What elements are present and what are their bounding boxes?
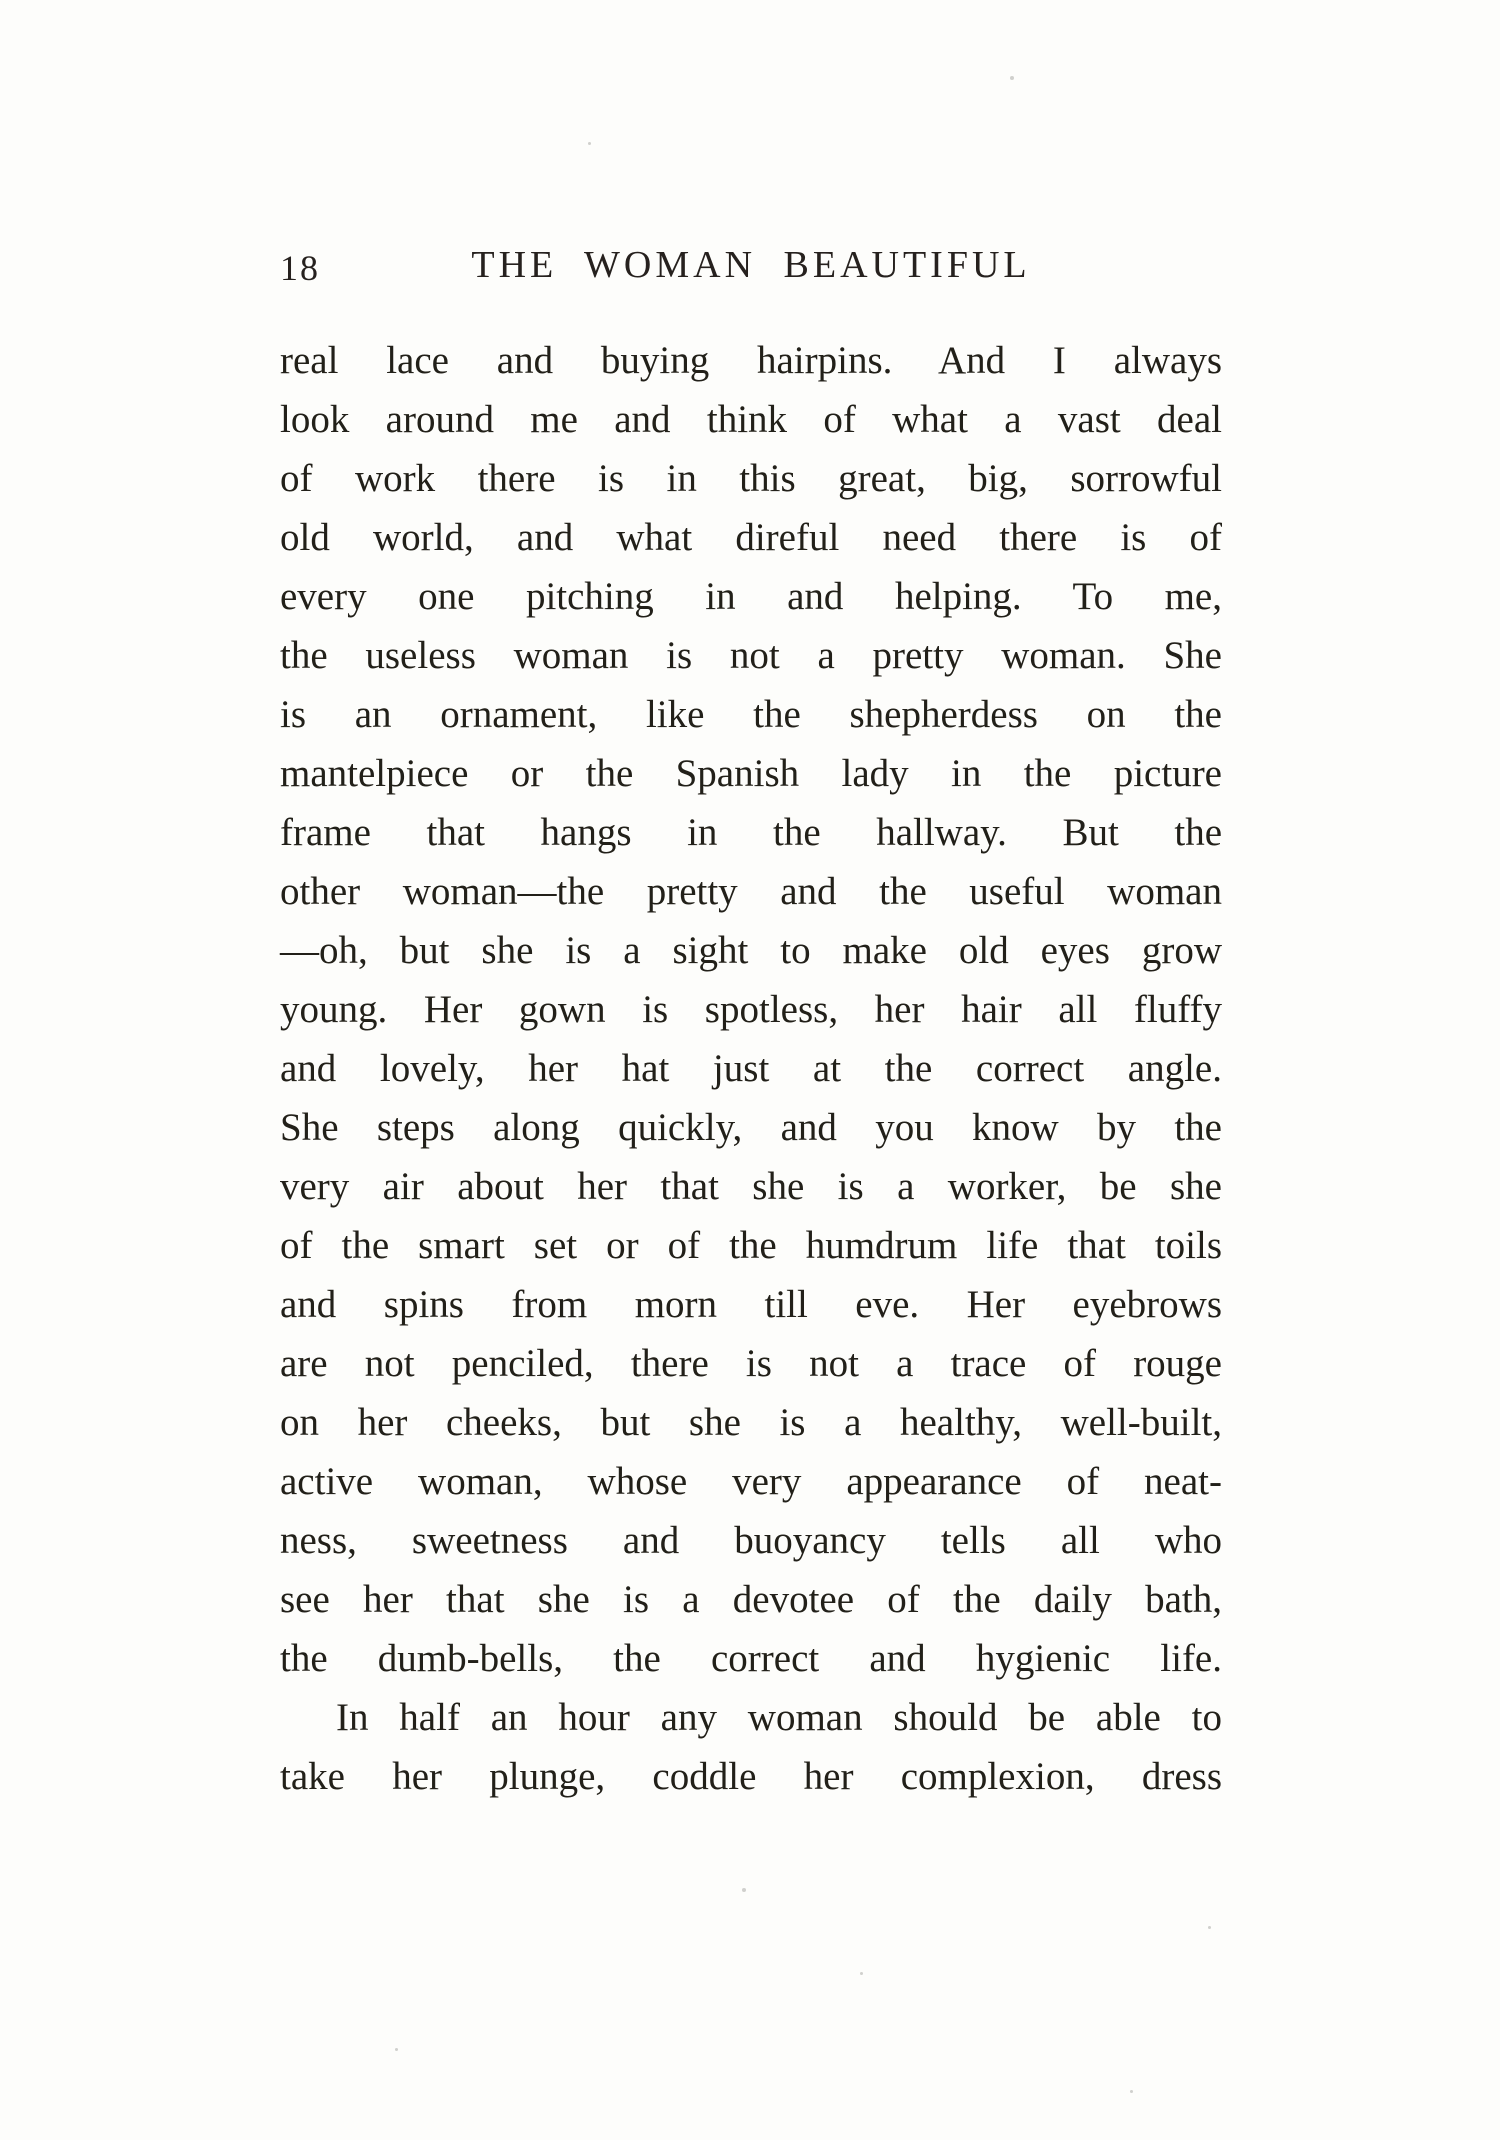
running-header (280, 243, 1222, 295)
text-line: take her plunge, coddle her complexion, dress (280, 1755, 1222, 1798)
text-line: frame that hangs in the hallway. But the (280, 811, 1222, 854)
text-line: old world, and what direful need there is of (280, 516, 1222, 559)
text-line: very air about her that she is a worker, be she (280, 1165, 1222, 1208)
text-line: the useless woman is not a pretty woman. She (280, 634, 1222, 677)
text-line: of work there is in this great, big, sorrowful (280, 457, 1222, 500)
text-line: look around me and think of what a vast deal (280, 398, 1222, 441)
body-text (280, 331, 1222, 1806)
scan-speck (860, 1972, 863, 1975)
paragraph-1 (280, 331, 1222, 1688)
text-line: mantelpiece or the Spanish lady in the picture (280, 752, 1222, 795)
text-line: and spins from morn till eve. Her eyebrows (280, 1283, 1222, 1326)
text-line: every one pitching in and helping. To me, (280, 575, 1222, 618)
scan-speck (395, 2048, 398, 2051)
text-line: young. Her gown is spotless, her hair all fluffy (280, 988, 1222, 1031)
scan-speck (588, 142, 591, 145)
text-line: ness, sweetness and buoyancy tells all who (280, 1519, 1222, 1562)
text-line: the dumb-bells, the correct and hygienic life. (280, 1637, 1222, 1680)
text-line: see her that she is a devotee of the daily bath, (280, 1578, 1222, 1621)
text-line: on her cheeks, but she is a healthy, well-built, (280, 1401, 1222, 1444)
text-line: and lovely, her hat just at the correct angle. (280, 1047, 1222, 1090)
text-line: is an ornament, like the shepherdess on the (280, 693, 1222, 736)
running-title: THE WOMAN BEAUTIFUL (471, 244, 1031, 286)
scan-speck (1130, 2090, 1133, 2093)
scan-speck (1208, 1926, 1211, 1929)
text-line: real lace and buying hairpins. And I always (280, 339, 1222, 382)
scan-speck (1010, 76, 1014, 80)
scan-speck (742, 1888, 746, 1892)
text-column (280, 243, 1222, 1806)
text-line: other woman—the pretty and the useful woman (280, 870, 1222, 913)
page-number: 18 (280, 248, 320, 288)
text-line: —oh, but she is a sight to make old eyes grow (280, 929, 1222, 972)
text-line: are not penciled, there is not a trace of rouge (280, 1342, 1222, 1385)
paragraph-2 (280, 1688, 1222, 1806)
text-line: of the smart set or of the humdrum life that toils (280, 1224, 1222, 1267)
text-line: She steps along quickly, and you know by the (280, 1106, 1222, 1149)
text-line: active woman, whose very appearance of neat- (280, 1460, 1222, 1503)
text-line: In half an hour any woman should be able to (336, 1696, 1222, 1739)
